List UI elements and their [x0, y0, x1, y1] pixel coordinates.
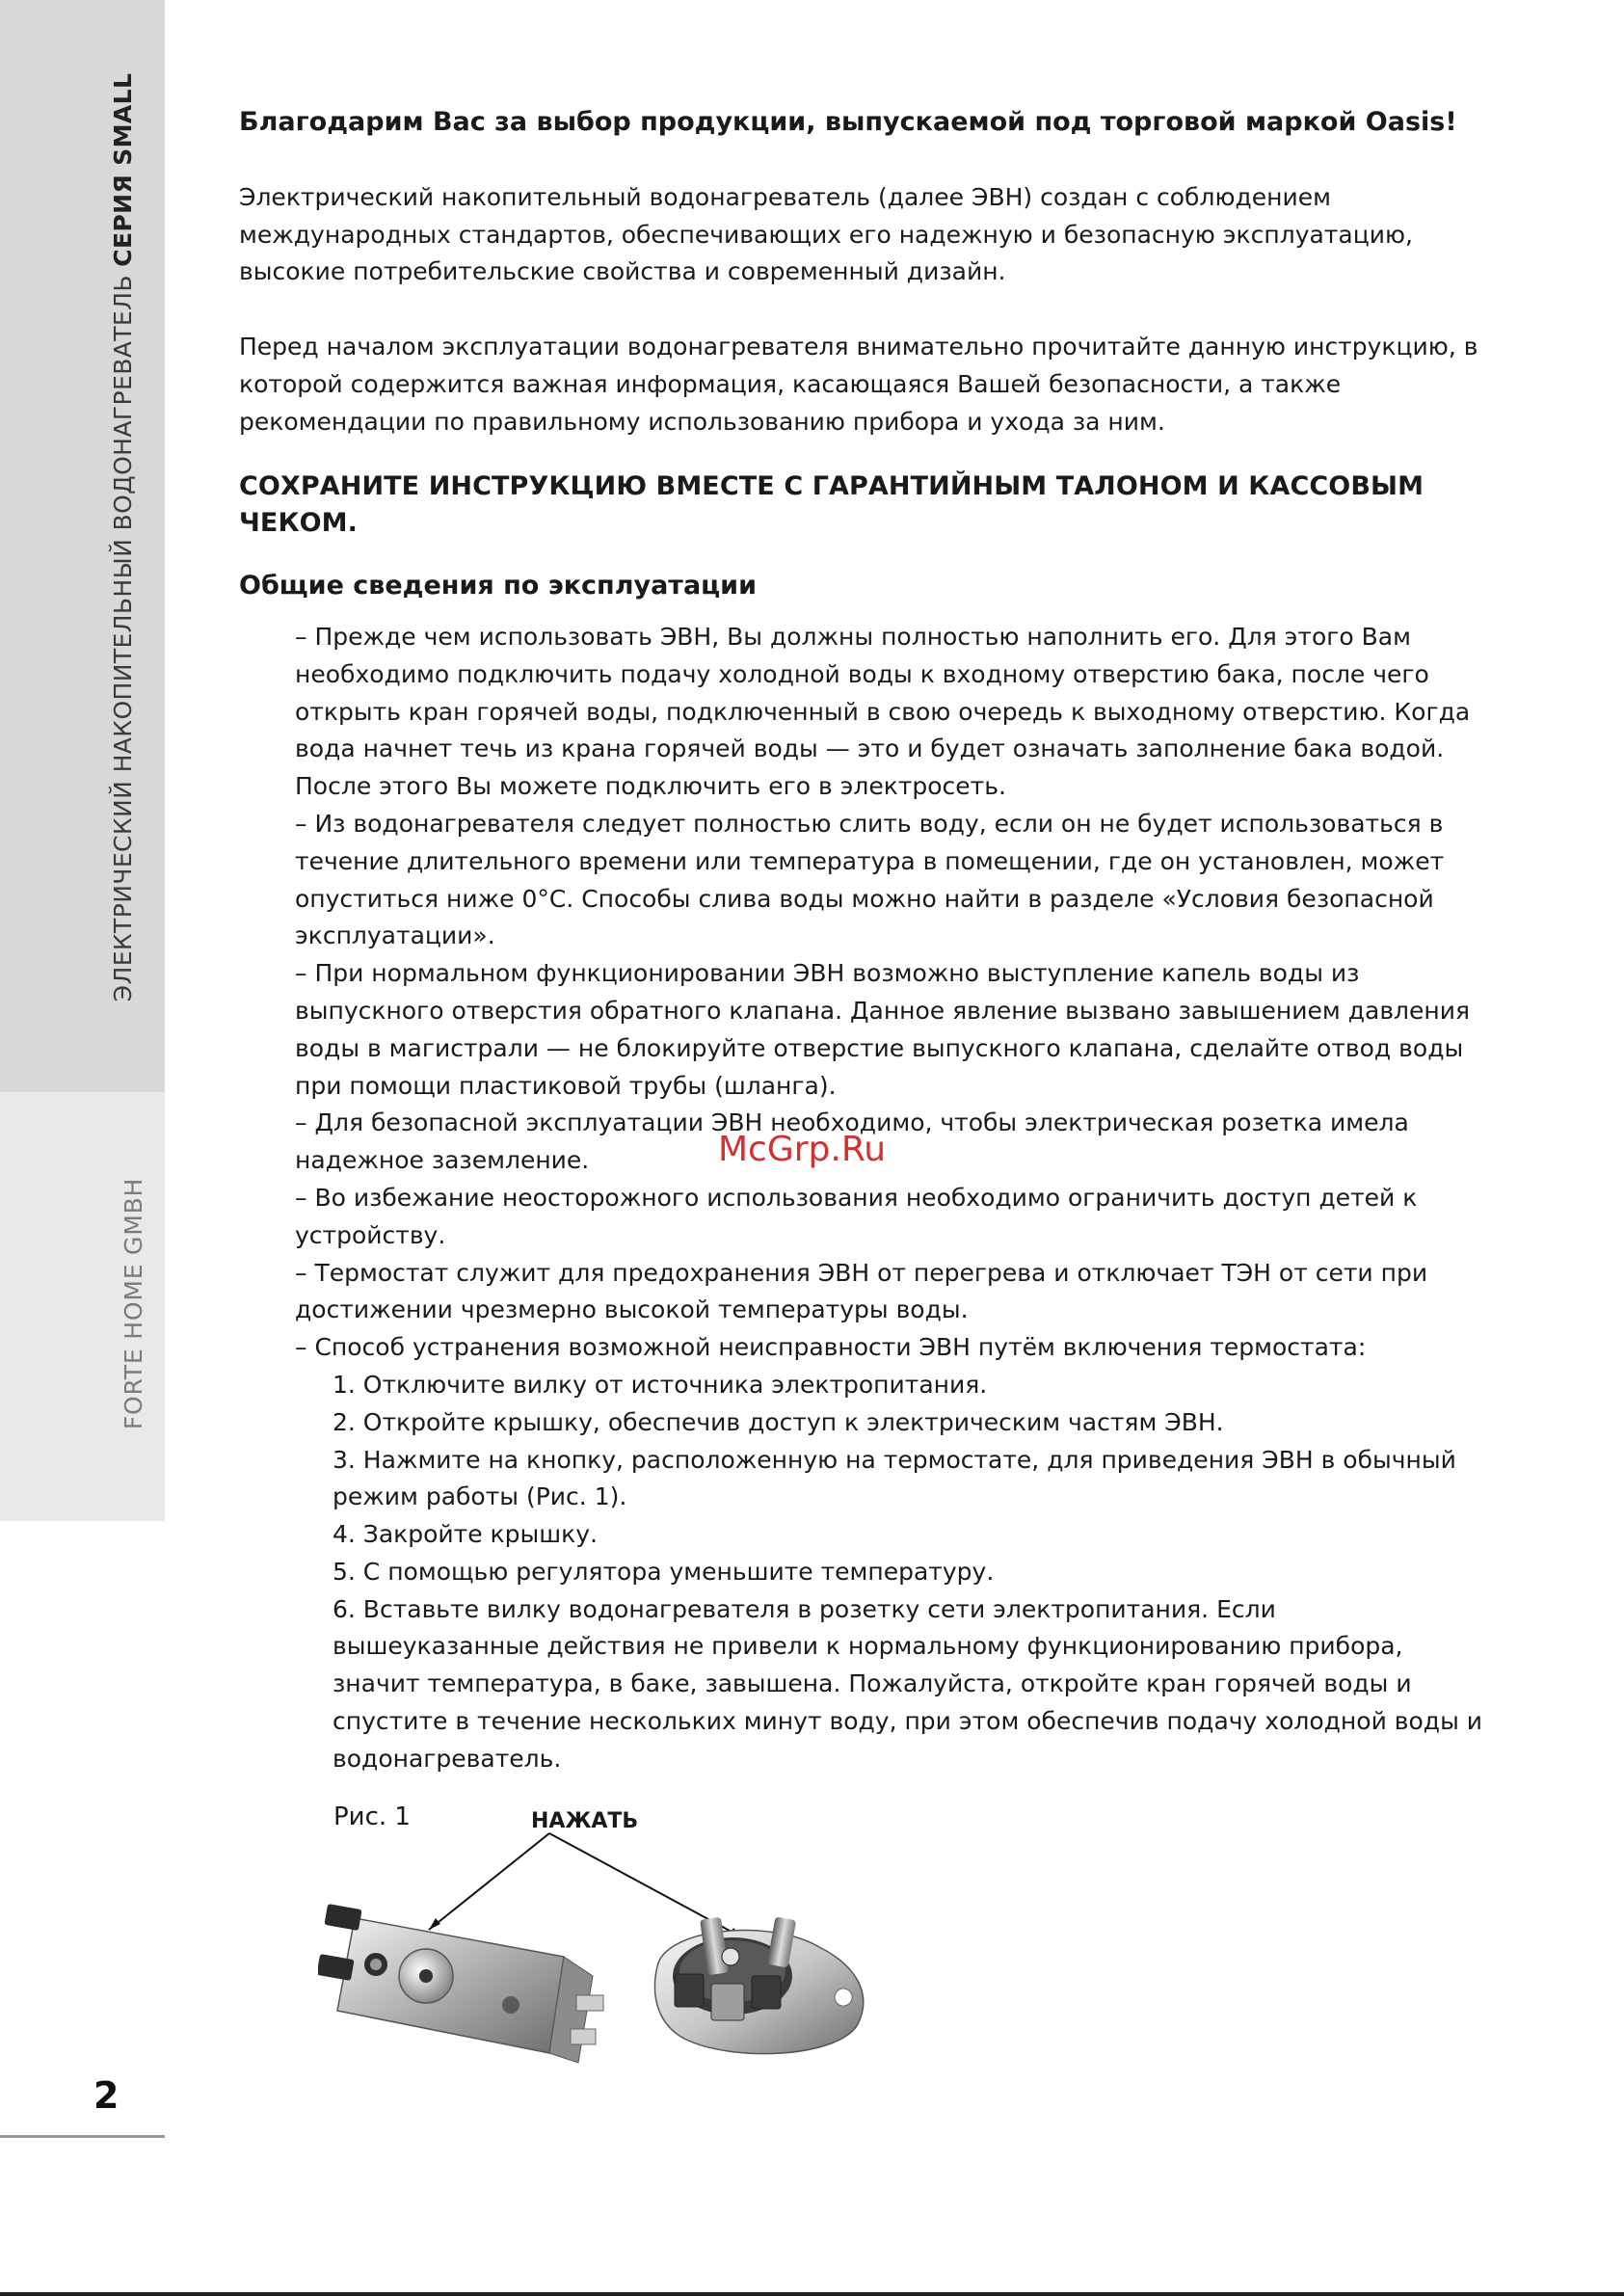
step-item: 4. Закройте крышку. — [333, 1520, 598, 1549]
press-label: НАЖАТЬ — [531, 1809, 639, 1833]
save-instructions-notice: СОХРАНИТЕ ИНСТРУКЦИЮ ВМЕСТЕ С ГАРАНТИЙНЫМ ТАЛОНОМ И КАССОВЫМ ЧЕКОМ. — [239, 470, 1424, 539]
intro-title: Благодарим Вас за выбор продукции, выпускаемой под торговой маркой Oasis! — [239, 107, 1457, 137]
watermark-logo: McGrp.Ru — [718, 1130, 887, 1169]
page-number: 2 — [93, 2074, 120, 2117]
disc-thermostat-icon — [654, 1916, 863, 2053]
step-item: 5. С помощью регулятора уменьшите температуру. — [333, 1557, 995, 1586]
list-item: – Прежде чем использовать ЭВН, Вы должны полностью наполнить его. Для этого Вам необходимо подключить подачу холодной воды к входному отверстию бака, после чего открыть кран горячей воды, подключенный в свою очередь к выходному отверстию. Когда вода начнет течь из крана горячей воды — это и будет означать заполнение бака водой. После этого Вы можете подключить его в электросеть. — [295, 622, 1471, 801]
list-item: – При нормальном функционировании ЭВН возможно выступление капель воды из выпускного отверстия обратного клапана. Данное явление вызвано завышением давления воды в магистрали — не блокируйте отверстие выпускного клапана, сделайте отвод воды при помощи пластиковой трубы (шланга). — [295, 959, 1471, 1100]
general-info-list — [295, 619, 1495, 1367]
intro-paragraph-2: Перед началом эксплуатации водонагревателя внимательно прочитайте данную инструкцию, в которой содержится важная информация, касающаяся Вашей безопасности, а также рекомендации по правильному использованию прибора и ухода за ним. — [239, 333, 1478, 436]
list-item: – Из водонагревателя следует полностью слить воду, если он не будет использоваться в течение длительного времени или температура в помещении, где он установлен, может опуститься ниже 0°С. Способы слива воды можно найти в разделе «Условия безопасной эксплуатации». — [295, 809, 1445, 950]
step-item: 2. Откройте крышку, обеспечив доступ к электрическим частям ЭВН. — [333, 1407, 1224, 1436]
intro-paragraph-1: Электрический накопительный водонагреватель (далее ЭВН) создан с соблюдением международных стандартов, обеспечивающих его надежную и безопасную эксплуатацию, высокие потребительские свойства и современный дизайн. — [239, 182, 1413, 286]
sidebar-company-name: FORTE HOME GMBH — [120, 1177, 147, 1430]
list-item: – Во избежание неосторожного использования необходимо ограничить доступ детей к устройству. — [295, 1183, 1418, 1249]
troubleshooting-steps — [333, 1367, 1489, 1778]
pointer-lines — [429, 1833, 742, 1937]
thermostat-illustration — [318, 1822, 896, 2072]
sidebar-series-title — [109, 72, 137, 1002]
sidebar-series-regular: ЭЛЕКТРИЧЕСКИЙ НАКОПИТЕЛЬНЫЙ ВОДОНАГРЕВАТЕЛЬ — [109, 266, 137, 1002]
step-item: 3. Нажмите на кнопку, расположенную на термостате, для приведения ЭВН в обычный режим работы (Рис. 1). — [333, 1445, 1456, 1511]
sidebar-series-bold: СЕРИЯ SMALL — [109, 72, 137, 267]
list-item: – Для безопасной эксплуатации ЭВН необходимо, чтобы электрическая розетка имела надежное заземление. — [295, 1108, 1409, 1175]
main-content — [239, 104, 1492, 1778]
page-number-divider — [0, 2135, 165, 2138]
step-item: 6. Вставьте вилку водонагревателя в розетку сети электропитания. Если вышеуказанные действия не привели к нормальному функционированию прибора, значит температура, в баке, завышена. Пожалуйста, откройте кран горячей воды и спустите в течение нескольких минут воду, при этом обеспечив подачу холодной воды и водонагреватель. — [333, 1594, 1483, 1773]
step-item: 1. Отключите вилку от источника электропитания. — [333, 1370, 988, 1399]
list-item: – Термостат служит для предохранения ЭВН от перегрева и отключает ТЭН от сети при достижении чрезмерно высокой температуры воды. — [295, 1258, 1428, 1324]
sidebar-series-band — [0, 0, 165, 1092]
bottom-edge-rule — [0, 2292, 1624, 2296]
figure-caption: Рис. 1 — [333, 1802, 411, 1831]
rod-thermostat-icon — [318, 1904, 603, 2063]
list-item: – Способ устранения возможной неисправности ЭВН путём включения термостата: — [295, 1333, 1367, 1362]
section-title-general: Общие сведения по эксплуатации — [239, 571, 758, 601]
